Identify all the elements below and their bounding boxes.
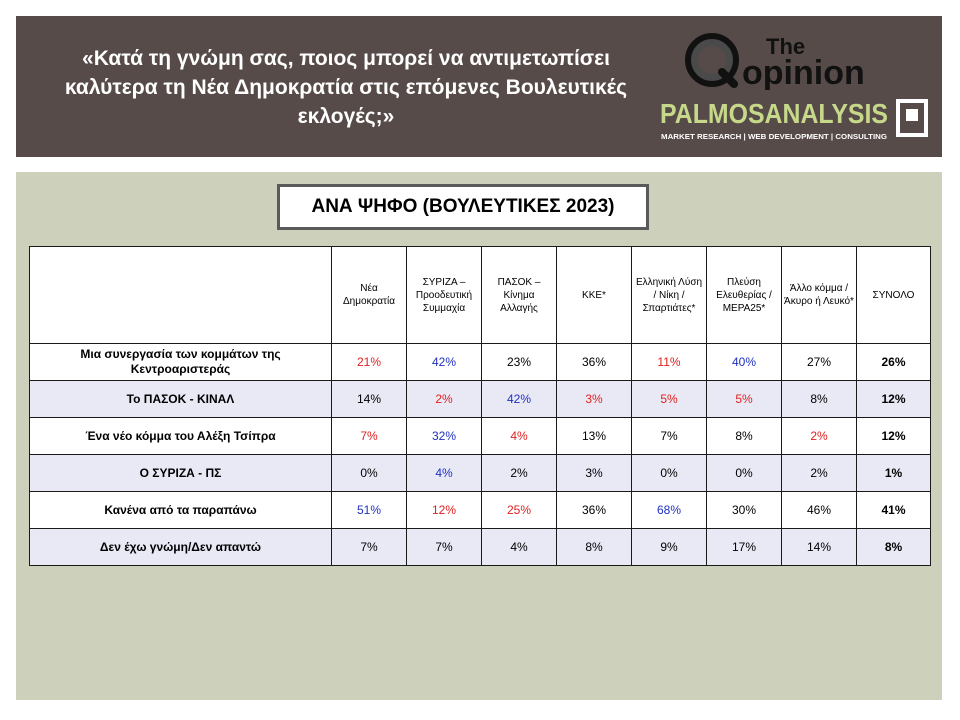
section-title: ΑΝΑ ΨΗΦΟ (ΒΟΥΛΕΥΤΙΚΕΣ 2023) <box>311 196 615 217</box>
header-blank-cell <box>30 247 332 344</box>
value-cell: 4% <box>482 529 557 566</box>
value-cell: 42% <box>482 381 557 418</box>
column-header: Νέα Δημοκρατία <box>332 247 407 344</box>
value-cell: 2% <box>482 455 557 492</box>
value-cell: 9% <box>632 529 707 566</box>
value-cell: 5% <box>707 381 782 418</box>
table-row <box>30 418 931 455</box>
value-cell: 36% <box>557 492 632 529</box>
value-cell: 4% <box>407 455 482 492</box>
row-label: Το ΠΑΣΟΚ - ΚΙΝΑΛ <box>30 381 332 418</box>
column-header: Ελληνική Λύση / Νίκη / Σπαρτιάτες* <box>632 247 707 344</box>
value-cell: 7% <box>632 418 707 455</box>
row-label: Δεν έχω γνώμη/Δεν απαντώ <box>30 529 332 566</box>
value-cell: 46% <box>782 492 857 529</box>
value-cell: 5% <box>632 381 707 418</box>
value-cell: 8% <box>782 381 857 418</box>
value-cell: 2% <box>407 381 482 418</box>
row-label: Ο ΣΥΡΙΖΑ - ΠΣ <box>30 455 332 492</box>
section-title-box <box>277 184 649 230</box>
value-cell: 2% <box>782 418 857 455</box>
value-cell: 3% <box>557 381 632 418</box>
row-label: Μια συνεργασία των κομμάτων της Κεντροαριστεράς <box>30 344 332 381</box>
results-table <box>29 246 931 566</box>
value-cell: 7% <box>332 418 407 455</box>
total-cell: 41% <box>857 492 931 529</box>
value-cell: 3% <box>557 455 632 492</box>
palmos-logo-inner-square-icon <box>906 109 918 121</box>
value-cell: 17% <box>707 529 782 566</box>
value-cell: 11% <box>632 344 707 381</box>
value-cell: 8% <box>557 529 632 566</box>
value-cell: 42% <box>407 344 482 381</box>
value-cell: 8% <box>707 418 782 455</box>
table-row <box>30 529 931 566</box>
value-cell: 21% <box>332 344 407 381</box>
table-row <box>30 455 931 492</box>
column-header: Άλλο κόμμα / Άκυρο ή Λευκό* <box>782 247 857 344</box>
value-cell: 32% <box>407 418 482 455</box>
column-header: ΠΑΣΟΚ – Κίνημα Αλλαγής <box>482 247 557 344</box>
total-cell: 1% <box>857 455 931 492</box>
value-cell: 25% <box>482 492 557 529</box>
table-row <box>30 381 931 418</box>
value-cell: 68% <box>632 492 707 529</box>
palmos-logo-word-text: PALMOSANALYSIS <box>660 98 888 129</box>
page-title: «Κατά τη γνώμη σας, ποιος μπορεί να αντιμετωπίσει καλύτερα τη Νέα Δημοκρατία στις επόμενες Βουλευτικές εκλογές;» <box>64 47 628 128</box>
value-cell: 40% <box>707 344 782 381</box>
value-cell: 0% <box>632 455 707 492</box>
value-cell: 2% <box>782 455 857 492</box>
the-opinion-logo <box>682 30 922 90</box>
value-cell: 36% <box>557 344 632 381</box>
opinion-logo-word-text: opinion <box>742 54 865 90</box>
table-body <box>30 344 931 566</box>
table-row <box>30 344 931 381</box>
column-header: ΣΥΡΙΖΑ – Προοδευτική Συμμαχία <box>407 247 482 344</box>
value-cell: 30% <box>707 492 782 529</box>
table-row <box>30 492 931 529</box>
opinion-logo-the-text: The <box>766 34 806 59</box>
total-cell: 26% <box>857 344 931 381</box>
value-cell: 0% <box>707 455 782 492</box>
total-cell: 8% <box>857 529 931 566</box>
value-cell: 12% <box>407 492 482 529</box>
total-cell: 12% <box>857 418 931 455</box>
row-label: Ένα νέο κόμμα του Αλέξη Τσίπρα <box>30 418 332 455</box>
column-header: ΣΥΝΟΛΟ <box>857 247 931 344</box>
row-label: Κανένα από τα παραπάνω <box>30 492 332 529</box>
value-cell: 7% <box>332 529 407 566</box>
value-cell: 51% <box>332 492 407 529</box>
value-cell: 27% <box>782 344 857 381</box>
value-cell: 4% <box>482 418 557 455</box>
value-cell: 14% <box>782 529 857 566</box>
value-cell: 13% <box>557 418 632 455</box>
column-header: Πλεύση Ελευθερίας / ΜΕΡΑ25* <box>707 247 782 344</box>
palmos-logo-tagline-text: MARKET RESEARCH | WEB DEVELOPMENT | CONSULTING <box>661 134 888 141</box>
palmos-analysis-logo <box>660 95 932 147</box>
table-header-row <box>30 247 931 344</box>
value-cell: 7% <box>407 529 482 566</box>
value-cell: 23% <box>482 344 557 381</box>
total-cell: 12% <box>857 381 931 418</box>
column-header: ΚΚΕ* <box>557 247 632 344</box>
value-cell: 0% <box>332 455 407 492</box>
value-cell: 14% <box>332 381 407 418</box>
